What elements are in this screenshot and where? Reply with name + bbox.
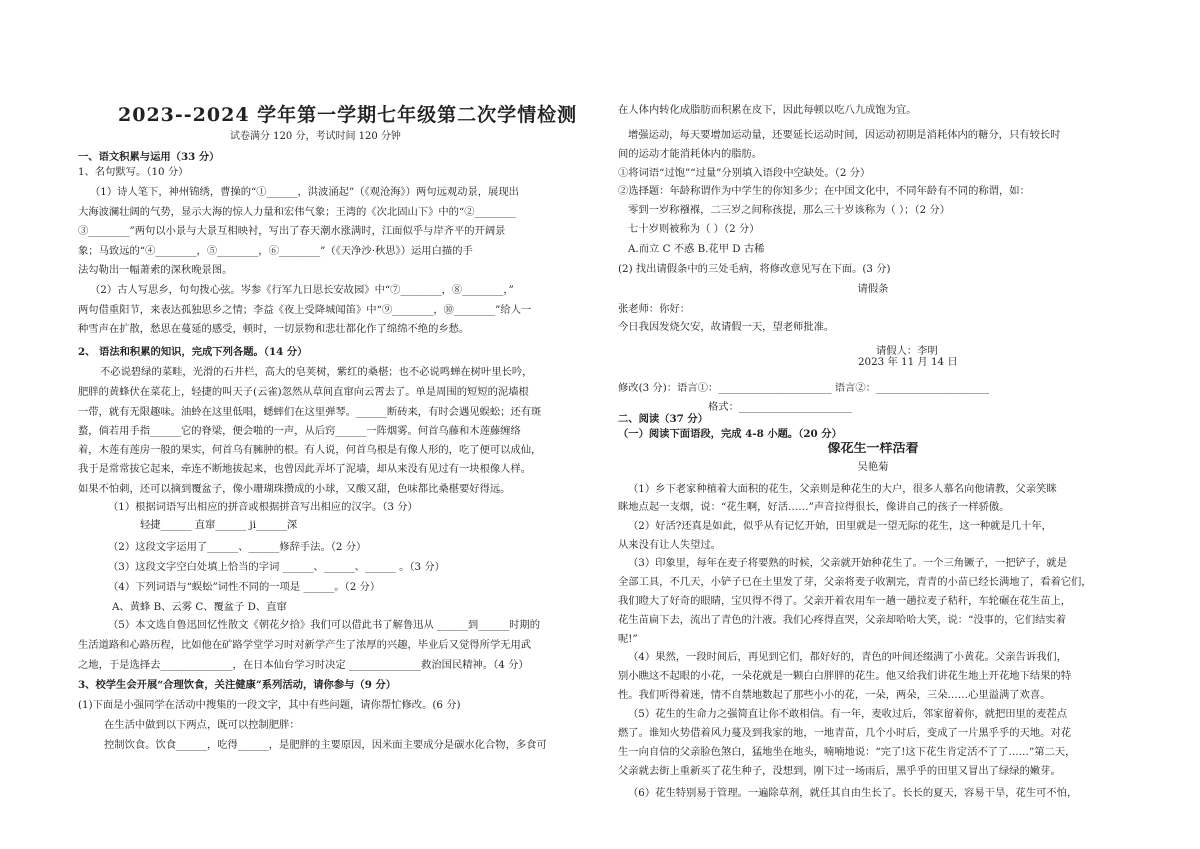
right-line: 呢!”	[618, 633, 638, 645]
right-line: 二、阅读（37 分）	[618, 413, 708, 425]
left-line: （1）诗人笔下，神州锦绣，曹操的“①______，洪波涌起”（《观沧海》）两句远观动景，展现出	[90, 186, 519, 198]
right-line: 零到一岁称襁褓，二三岁之间称孩提，那么三十岁该称为（ ）；（2 分）	[628, 204, 950, 216]
right-line: 修改(3 分)：语言①：______________________ 语言②：______________________	[618, 382, 990, 394]
right-line: 生一向自信的父亲脸色煞白，猛地坐在地头，喃喃地说：“完了!这下花生肯定活不了了……”第二天，	[618, 746, 1076, 758]
right-line: (2) 找出请假条中的三处毛病，将修改意见写在下面。(3 分)	[618, 263, 891, 275]
right-line: （2）好活?还真是如此，似乎从有记忆开始，田里就是一望无际的花生，这一种就是几十年，	[628, 520, 1052, 532]
left-line: （2）古人写思乡，句句拨心弦。岑参《行军九日思长安故园》中“⑦________，⑧________，”	[90, 284, 514, 296]
left-line: 肥胖的黄蜂伏在菜花上，轻捷的叫天子(云雀)忽然从草间直窜向云霄去了。单是周围的短短的泥墙根	[78, 386, 529, 398]
left-column	[78, 0, 598, 849]
left-line: 如果不怕刺，还可以摘到覆盆子，像小珊瑚珠攒成的小球，又酸又甜，色味都比桑椹要好得远。	[78, 483, 511, 495]
exam-subtitle: 试卷满分 120 分，考试时间 120 分钟	[230, 131, 401, 142]
left-line: 生活道路和心路历程，比如他在矿路学堂学习时对新学产生了浓厚的兴趣，毕业后又觉得所学无用武	[78, 639, 532, 651]
left-line: 控制饮食。饮食______，吃得______，是肥胖的主要原因，因米面主要成分是碳水化合物，多食可	[104, 739, 547, 751]
right-line: 格式：______________________	[708, 401, 853, 413]
right-line: 七十岁则被称为（ ）（2 分）	[628, 223, 760, 235]
left-line: 一、语文积累与运用（33 分）	[78, 151, 220, 163]
right-line: 从来没有让人失望过。	[618, 539, 721, 551]
right-line: 间的运动才能消耗体内的脂肪。	[618, 148, 763, 160]
right-line: 燃了。谁知火势借着风力蔓及到我家的地，一地青苗，几个小时后，变成了一片黑乎乎的天地。对花	[618, 727, 1072, 739]
left-line: 一带，就有无限趣味。油蛉在这里低唱，蟋蟀们在这里弹琴。______断砖来，有时会遇见蜈蚣；还有斑	[78, 406, 542, 418]
right-line: 父亲就去街上重新买了花生种子，没想到，刚下过一场雨后，黑乎乎的田里又冒出了绿绿的嫩芽。	[618, 765, 1061, 777]
right-line: 眯地点起一支烟，说：“花生啊，好活……”声音拉得很长，像讲自己的孩子一样骄傲。	[618, 501, 1010, 513]
left-line: ③________”两句以小景与大景互相映衬，写出了春天潮水涨满时，江面似乎与岸齐平的开阔景	[78, 225, 506, 237]
right-line: 别小瞧这不起眼的小花，一朵花就是一颗白白胖胖的花生。他又给我们讲花生地上开花地下结果的特	[618, 670, 1072, 682]
right-line: ①将词语“过饱”“过量”分别填入语段中空缺处。（2 分）	[618, 167, 871, 179]
right-line: 今日我因发烧欠安，故请假一天，望老师批准。	[618, 321, 835, 333]
right-column	[618, 0, 1128, 849]
right-line: （1）乡下老家种植着大面积的花生，父亲则是种花生的大户，很多人慕名向他请教，父亲笑眯	[628, 483, 1057, 495]
right-line: 吴艳菊	[857, 461, 889, 473]
right-line: 像花生一样活着	[827, 442, 919, 456]
left-line: 轻捷______ 直窜______ ji______深	[140, 519, 298, 531]
right-line: （3）印象里，每年在麦子将要熟的时候，父亲就开始种花生了。一个三角镢子，一把铲子，就是	[628, 557, 1068, 569]
left-line: 1、名句默写。（10 分）	[78, 166, 189, 178]
left-line: (1)下面是小强同学在活动中搜集的一段文字，其中有些问题，请你帮忙修改。(6 分)	[78, 699, 461, 711]
left-line: 两句借重阳节，来表达孤独思乡之情；李益《夜上受降城闻笛》中“⑨________，⑩________”给人一	[78, 304, 532, 316]
right-line: 在人体内转化成脂肪而积累在皮下，因此每顿以吃八九成饱为宜。	[618, 104, 917, 116]
left-line: （2）这段文字运用了______、______修辞手法。（2 分）	[108, 541, 367, 553]
right-line: （一）阅读下面语段，完成 4-8 小题。（20 分）	[618, 428, 842, 440]
right-line: 增强运动，每天要增加运动量，还要延长运动时间，因运动初期是消耗体内的糖分，只有较长时	[628, 129, 1061, 141]
left-line: 着，木莲有莲房一般的果实，何首乌有臃肿的根。有人说，何首乌根是有像人形的，吃了便可以成仙，	[78, 444, 542, 456]
right-line: （6）花生特别易于管理。一遍除草剂，就任其自由生长了。长长的夏天，容易干旱，花生可不怕，	[628, 787, 1078, 799]
left-line: 之地，于是选择去______________，在日本仙台学习时决定 ______________救治国民精神。（4 分）	[78, 659, 529, 671]
right-line: 张老师：你好：	[618, 303, 691, 315]
left-line: 蝥，倘若用手指______它的脊梁，便会啪的一声，从后窍______一阵烟雾。何首乌藤和木莲藤缠络	[78, 425, 521, 437]
right-line: （5）花生的生命力之强简直让你不敢相信。有一年，麦收过后，邻家留着你，就把田里的麦茬点	[628, 708, 1068, 720]
right-line: A.而立 C 不惑 B.花甲 D 古稀	[628, 243, 765, 255]
left-line: 种雪声在扩散，愁思在蔓延的感受，顿时，一切景物和悲壮都化作了绵绵不绝的乡愁。	[78, 323, 470, 335]
left-line: A、黄蜂 B、云雾 C、覆盆子 D、直窜	[112, 601, 287, 613]
left-line: 象；马致远的“④________，⑤________，⑥________”（《天净沙·秋思》）运用白描的手	[78, 245, 473, 257]
left-line: 我于是常常拔它起来，牵连不断地拔起来，也曾因此弄坏了泥墙，却从来没有见过有一块根像人样。	[78, 463, 532, 475]
right-line: ②选择题：年龄称谓作为中学生的你知多少；在中国文化中，不同年龄有不同的称谓，如：	[618, 185, 1030, 197]
left-line: （5）本文选自鲁迅回忆性散文《朝花夕拾》我们可以借此书了解鲁迅从 ______到______时期的	[108, 619, 540, 631]
left-line: 法勾勒出一幅萧索的深秋晚景图。	[78, 264, 233, 276]
right-line: 请假条	[857, 283, 889, 295]
left-line: 不必说碧绿的菜畦，光滑的石井栏，高大的皂荚树，紫红的桑椹；也不必说鸣蝉在树叶里长吟，	[100, 366, 533, 378]
right-line: 花生苗扁下去，流出了青色的汁液。我们心疼得直哭，父亲却哈哈大笑，说：“没事的，它们结实着	[618, 614, 1067, 626]
right-line: 2023 年 11 月 14 日	[858, 356, 958, 368]
left-line: 3、校学生会开展“合理饮食，关注健康”系列活动，请你参与（9 分）	[78, 679, 397, 691]
left-line: 2、 语法和积累的知识，完成下列各题。（14 分）	[78, 346, 308, 358]
right-line: 全部工具，不几天，小铲子已在土里发了芽，父亲将麦子收割完，青青的小苗已经长满地了，看着它们，	[618, 576, 1092, 588]
right-line: 性。我们听得着迷，情不自禁地数起了那些小小的花，一朵，两朵，三朵……心里溢满了欢喜。	[618, 689, 1051, 701]
left-line: （4）下列词语与“蜈蚣”词性不同的一项是 ______。（2 分）	[108, 581, 381, 593]
exam-title: 2023--2024 学年第一学期七年级第二次学情检测	[118, 104, 578, 126]
left-line: 在生活中做到以下两点，既可以控制肥胖：	[104, 719, 300, 731]
right-line: 我们瞪大了好奇的眼睛，宝贝得不得了。父亲开着农用车一趟一趟拉麦子秸秆，车轮碾在花生苗上，	[618, 595, 1072, 607]
right-line: 请假人：李明	[876, 345, 938, 357]
left-line: （1）根据词语写出相应的拼音或根据拼音写出相应的汉字。（3 分）	[108, 501, 418, 513]
right-line: （4）果然，一段时间后，再见到它们，都好好的，青色的叶间还缀满了小黄花。父亲告诉我们，	[628, 651, 1068, 663]
left-line: 大海波澜壮阔的气势，显示大海的惊人力量和宏伟气象；王湾的《次北固山下》中的“②________	[78, 206, 516, 218]
left-line: （3）这段文字空白处填上恰当的字词 ______、______、______ 。（3 分）	[108, 561, 445, 573]
